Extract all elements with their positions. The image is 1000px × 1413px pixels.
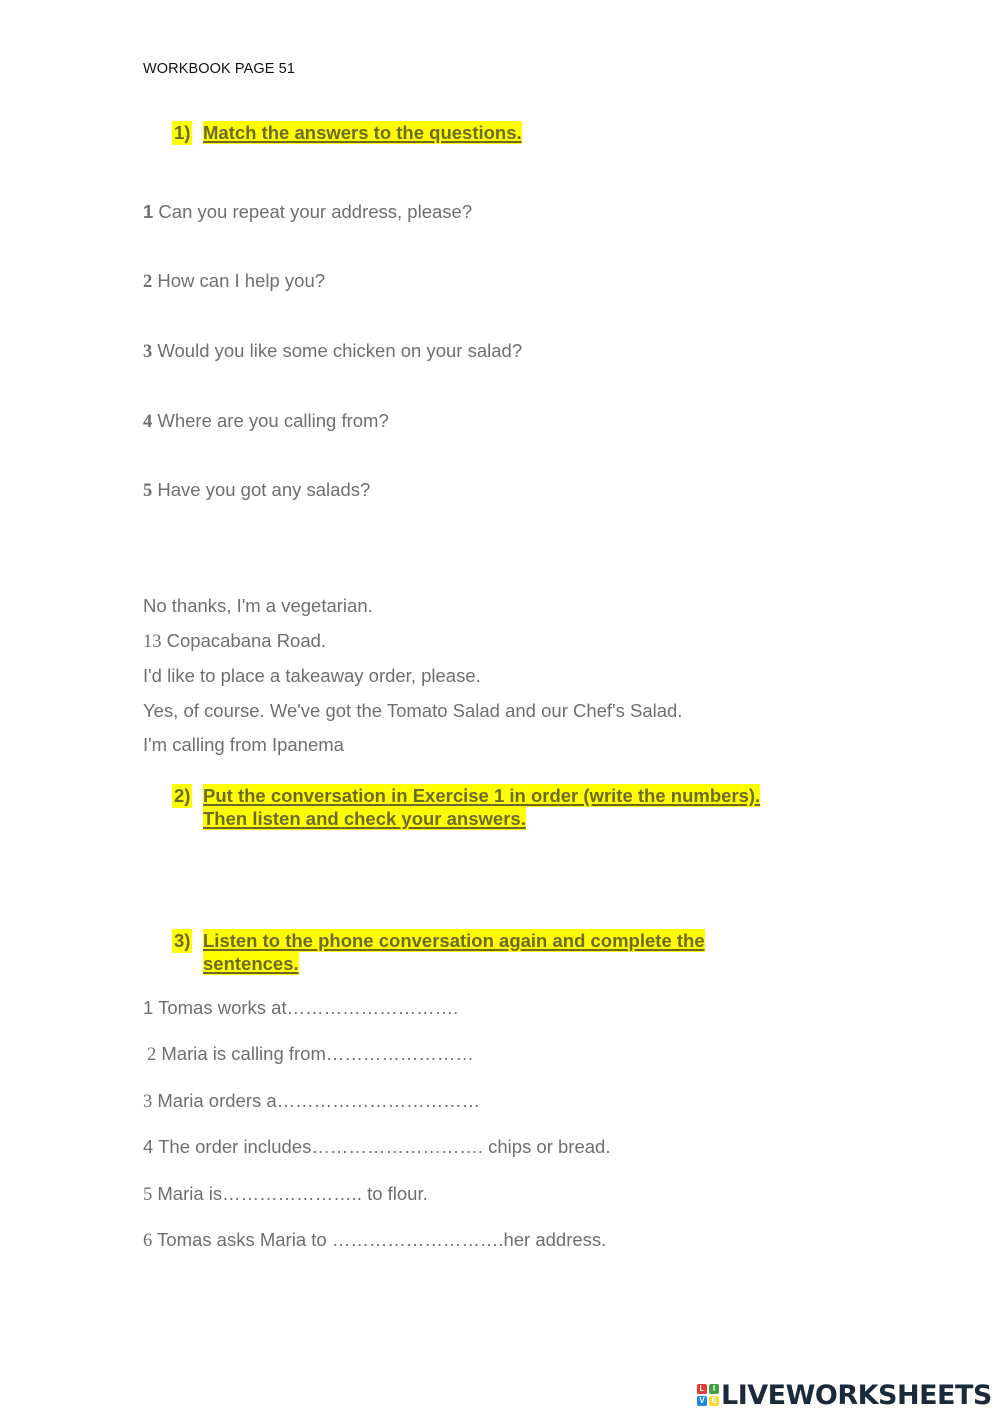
exercise-3-instruction-wrap	[203, 929, 705, 975]
exercise-1-heading	[172, 121, 772, 147]
exercise-1-instruction: Match the answers to the questions.	[203, 122, 522, 143]
question-text: Have you got any salads?	[152, 479, 371, 500]
exercise-2-instruction-wrap	[203, 784, 760, 830]
question-item	[143, 410, 389, 433]
sentence-item	[143, 1090, 480, 1113]
answer-item: Yes, of course. We've got the Tomato Salad and our Chef's Salad.	[143, 700, 683, 721]
sentence-number: 3	[143, 1092, 153, 1112]
logo-letter: L	[697, 1384, 707, 1394]
exercise-1-instruction-wrap	[203, 121, 522, 144]
sentence-text: Maria is………………….. to flour.	[152, 1183, 428, 1204]
page-title: WORKBOOK PAGE 51	[143, 61, 296, 77]
sentence-number: 4	[143, 1136, 154, 1157]
sentence-number: 6	[143, 1231, 153, 1251]
logo-letter: I	[709, 1384, 719, 1394]
sentence-item	[143, 1229, 606, 1252]
sentence-item	[143, 1183, 428, 1206]
exercise-1-number: 1)	[174, 122, 191, 143]
answer-text: Copacabana Road.	[161, 630, 327, 651]
exercise-3-heading	[172, 929, 872, 979]
logo-letter: E	[709, 1396, 719, 1406]
exercise-3-instruction-line1: Listen to the phone conversation again and complete the	[203, 930, 705, 951]
answer-item: I'd like to place a takeaway order, please.	[143, 665, 481, 686]
question-text: Can you repeat your address, please?	[153, 201, 473, 222]
exercise-2-number: 2)	[174, 785, 191, 806]
question-number: 5	[143, 481, 153, 501]
exercise-3-instruction-line2: sentences.	[203, 953, 299, 974]
sentence-item	[147, 1043, 474, 1066]
question-item	[143, 479, 370, 502]
question-number: 2	[143, 272, 153, 292]
answer-number: 13	[143, 632, 162, 652]
sentence-number: 2	[147, 1045, 157, 1065]
logo-icon	[697, 1384, 719, 1406]
sentence-text: Maria orders a……………………………	[152, 1090, 481, 1111]
sentence-text: Tomas asks Maria to ……………………….her address.	[152, 1229, 607, 1250]
question-number: 3	[143, 342, 153, 362]
question-number: 1	[143, 201, 154, 222]
logo-letter: V	[697, 1396, 707, 1406]
sentence-number: 1	[143, 997, 154, 1018]
sentence-item	[143, 997, 458, 1019]
question-item	[143, 201, 472, 223]
question-number: 4	[143, 412, 153, 432]
question-item	[143, 340, 522, 363]
sentence-number: 5	[143, 1185, 153, 1205]
question-text: Where are you calling from?	[152, 410, 389, 431]
question-text: Would you like some chicken on your salad?	[152, 340, 523, 361]
exercise-2-heading	[172, 784, 872, 834]
sentence-text: The order includes………………………. chips or bread.	[153, 1136, 611, 1157]
exercise-2-instruction-line1: Put the conversation in Exercise 1 in order (write the numbers).	[203, 785, 761, 806]
logo-wordmark: LIVEWORKSHEETS	[721, 1379, 992, 1411]
question-text: How can I help you?	[152, 270, 326, 291]
question-item	[143, 270, 325, 293]
answer-item	[143, 630, 326, 653]
sentence-item	[143, 1136, 610, 1158]
exercise-2-instruction-line2: Then listen and check your answers.	[203, 808, 526, 829]
liveworksheets-logo	[697, 1378, 992, 1412]
sentence-text: Tomas works at……………………….	[153, 997, 459, 1018]
answer-item: I'm calling from Ipanema	[143, 734, 344, 755]
sentence-text: Maria is calling from……………………	[156, 1043, 474, 1064]
answer-item: No thanks, I'm a vegetarian.	[143, 595, 373, 616]
exercise-3-number: 3)	[174, 930, 191, 951]
